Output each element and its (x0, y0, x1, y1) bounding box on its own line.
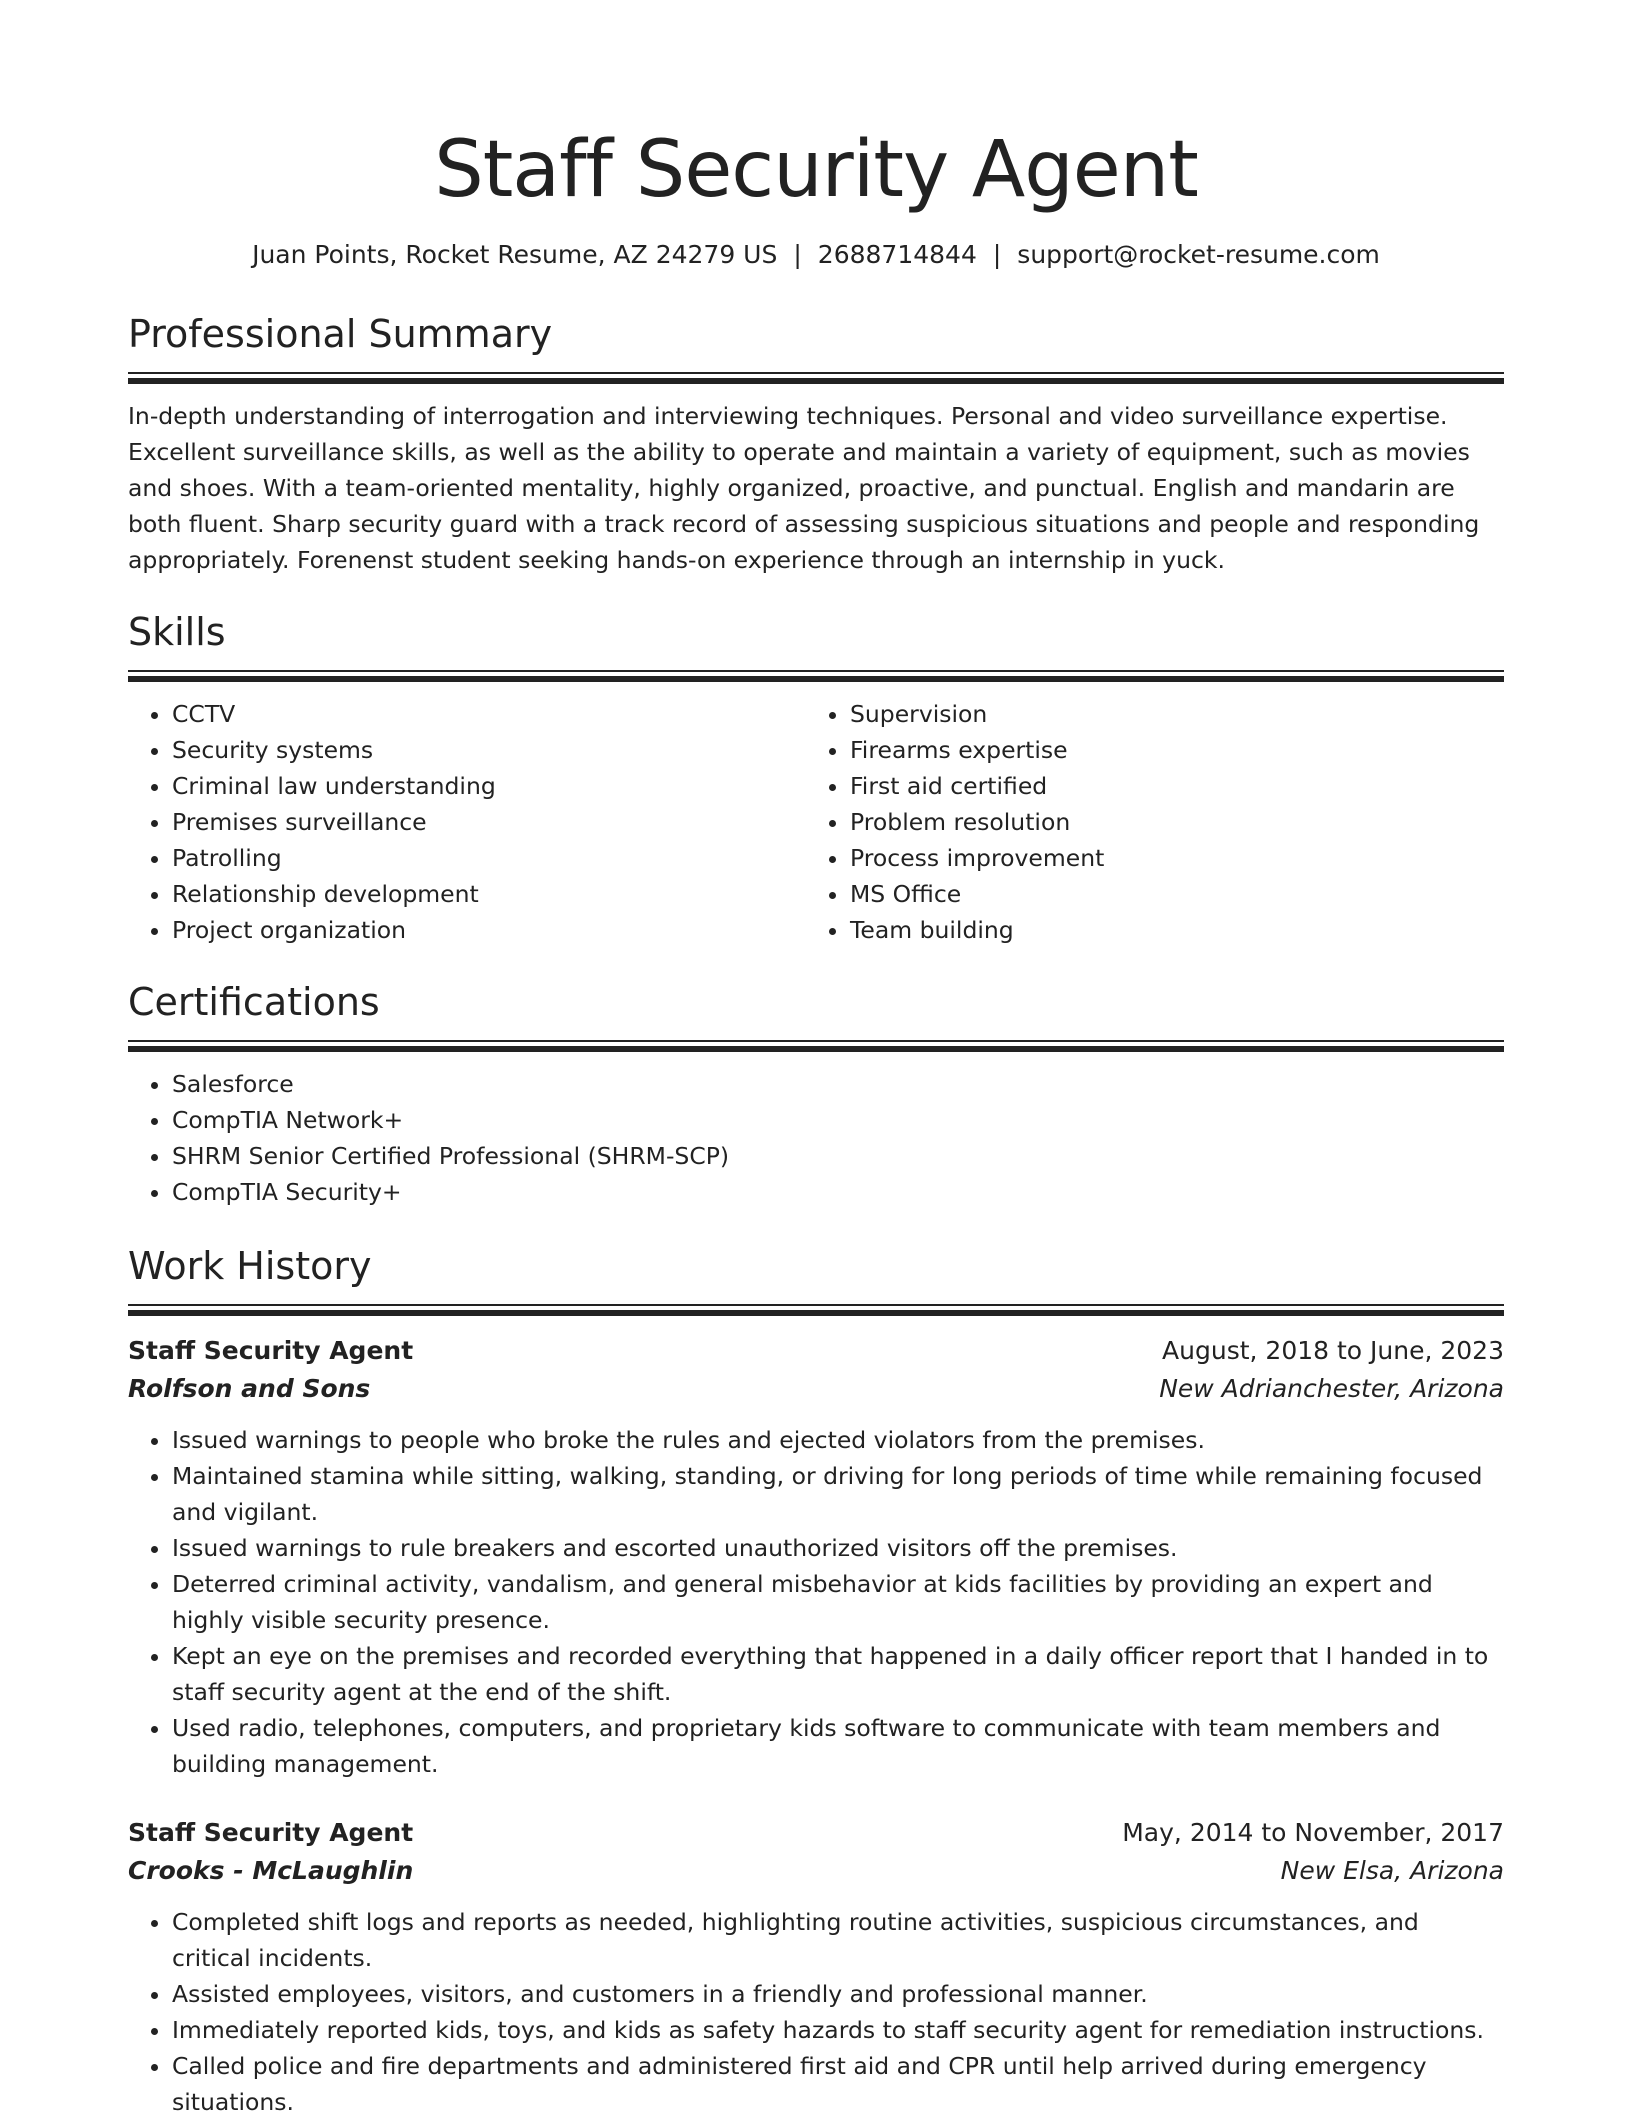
skills-column-right (806, 696, 1484, 948)
job-bullet: • Maintained stamina while sitting, walking, standing, or driving for long periods of time while remaining focused and vigilant. (172, 1458, 1504, 1530)
job-bullet: • Immediately reported kids, toys, and kids as safety hazards to staff security agent for remediation instructions. (172, 2012, 1504, 2048)
section-title-summary: Professional Summary (128, 312, 553, 356)
job-company: Rolfson and Sons (128, 1374, 371, 1403)
certification-item: • CompTIA Security+ (172, 1174, 1504, 1210)
skills-grid (128, 696, 1504, 948)
job-entry (128, 1332, 1504, 1782)
contact-separator: | (992, 240, 1002, 269)
job-title: Staff Security Agent (128, 1336, 414, 1365)
skill-item: • Patrolling (172, 840, 806, 876)
skill-item: • MS Office (850, 876, 1484, 912)
resume-page (128, 120, 1504, 2120)
certification-item: • CompTIA Network+ (172, 1102, 1504, 1138)
section-divider (128, 1040, 1504, 1052)
certification-item: • SHRM Senior Certified Professional (SHRM-SCP) (172, 1138, 1504, 1174)
resume-name: Staff Security Agent (434, 125, 1198, 215)
job-location: New Adrianchester, Arizona (1159, 1374, 1504, 1403)
skill-item: • Problem resolution (850, 804, 1484, 840)
job-bullet: • Completed shift logs and reports as needed, highlighting routine activities, suspicious circumstances, and critical incidents. (172, 1904, 1504, 1976)
section-title-work-history: Work History (128, 1244, 372, 1288)
job-bullets (128, 1904, 1504, 2120)
job-header-row (128, 1332, 1504, 1370)
section-title-certifications: Certifications (128, 980, 380, 1024)
job-header-row (128, 1814, 1504, 1852)
job-bullet: • Issued warnings to rule breakers and escorted unauthorized visitors off the premises. (172, 1530, 1504, 1566)
summary-text: In-depth understanding of interrogation and interviewing techniques. Personal and video surveillance expertise. Excellent surveillance skills, as well as the ability to operate and maintain a variety of equipment, such as movies and shoes. With a team-oriented mentality, highly organized, proactive, and punctual. English and mandarin are both fluent. Sharp security guard with a track record of assessing suspicious situations and people and responding appropriately. Forenenst student seeking hands-on experience through an internship in yuck. (128, 402, 1480, 574)
skill-item: • Team building (850, 912, 1484, 948)
job-bullet: • Used radio, telephones, computers, and proprietary kids software to communicate with team members and building management. (172, 1710, 1504, 1782)
job-dates: August, 2018 to June, 2023 (1162, 1336, 1504, 1365)
skill-item: • Firearms expertise (850, 732, 1484, 768)
skills-list-right (806, 696, 1484, 948)
contact-separator: | (793, 240, 802, 269)
job-company-row (128, 1852, 1504, 1890)
skill-item: • Security systems (172, 732, 806, 768)
contact-email: support@rocket-resume.com (1017, 240, 1380, 269)
skill-item: • CCTV (172, 696, 806, 732)
job-location: New Elsa, Arizona (1280, 1856, 1504, 1885)
job-dates: May, 2014 to November, 2017 (1122, 1818, 1504, 1847)
skills-list-left (128, 696, 806, 948)
contact-line (128, 238, 1504, 272)
job-entry (128, 1814, 1504, 2120)
job-bullet: • Issued warnings to people who broke the rules and ejected violators from the premises. (172, 1422, 1504, 1458)
skill-item: • Relationship development (172, 876, 806, 912)
skill-item: • Project organization (172, 912, 806, 948)
job-bullets (128, 1422, 1504, 1782)
section-divider (128, 670, 1504, 682)
section-divider (128, 372, 1504, 384)
job-company-row (128, 1370, 1504, 1408)
job-bullet: • Deterred criminal activity, vandalism, and general misbehavior at kids facilities by providing an expert and highly visible security presence. (172, 1566, 1504, 1638)
skills-column-left (128, 696, 806, 948)
section-title-skills: Skills (128, 610, 226, 654)
skills-section (128, 608, 1504, 948)
skill-item: • Process improvement (850, 840, 1484, 876)
job-bullet: • Kept an eye on the premises and recorded everything that happened in a daily officer report that I handed in to staff security agent at the end of the shift. (172, 1638, 1504, 1710)
certifications-section (128, 978, 1504, 1210)
certifications-list (128, 1066, 1504, 1210)
skill-item: • Premises surveillance (172, 804, 806, 840)
contact-phone: 2688714844 (817, 240, 977, 269)
job-bullet: • Called police and fire departments and administered first aid and CPR until help arrived during emergency situations. (172, 2048, 1504, 2120)
job-bullet: • Assisted employees, visitors, and customers in a friendly and professional manner. (172, 1976, 1504, 2012)
summary-section (128, 310, 1504, 578)
work-history-section (128, 1242, 1504, 2120)
job-title: Staff Security Agent (128, 1818, 414, 1847)
job-company: Crooks - McLaughlin (128, 1856, 414, 1885)
section-divider (128, 1304, 1504, 1316)
skill-item: • Criminal law understanding (172, 768, 806, 804)
certification-item: • Salesforce (172, 1066, 1504, 1102)
contact-address: Juan Points, Rocket Resume, AZ 24279 US (252, 240, 778, 269)
skill-item: • Supervision (850, 696, 1484, 732)
skill-item: • First aid certified (850, 768, 1484, 804)
